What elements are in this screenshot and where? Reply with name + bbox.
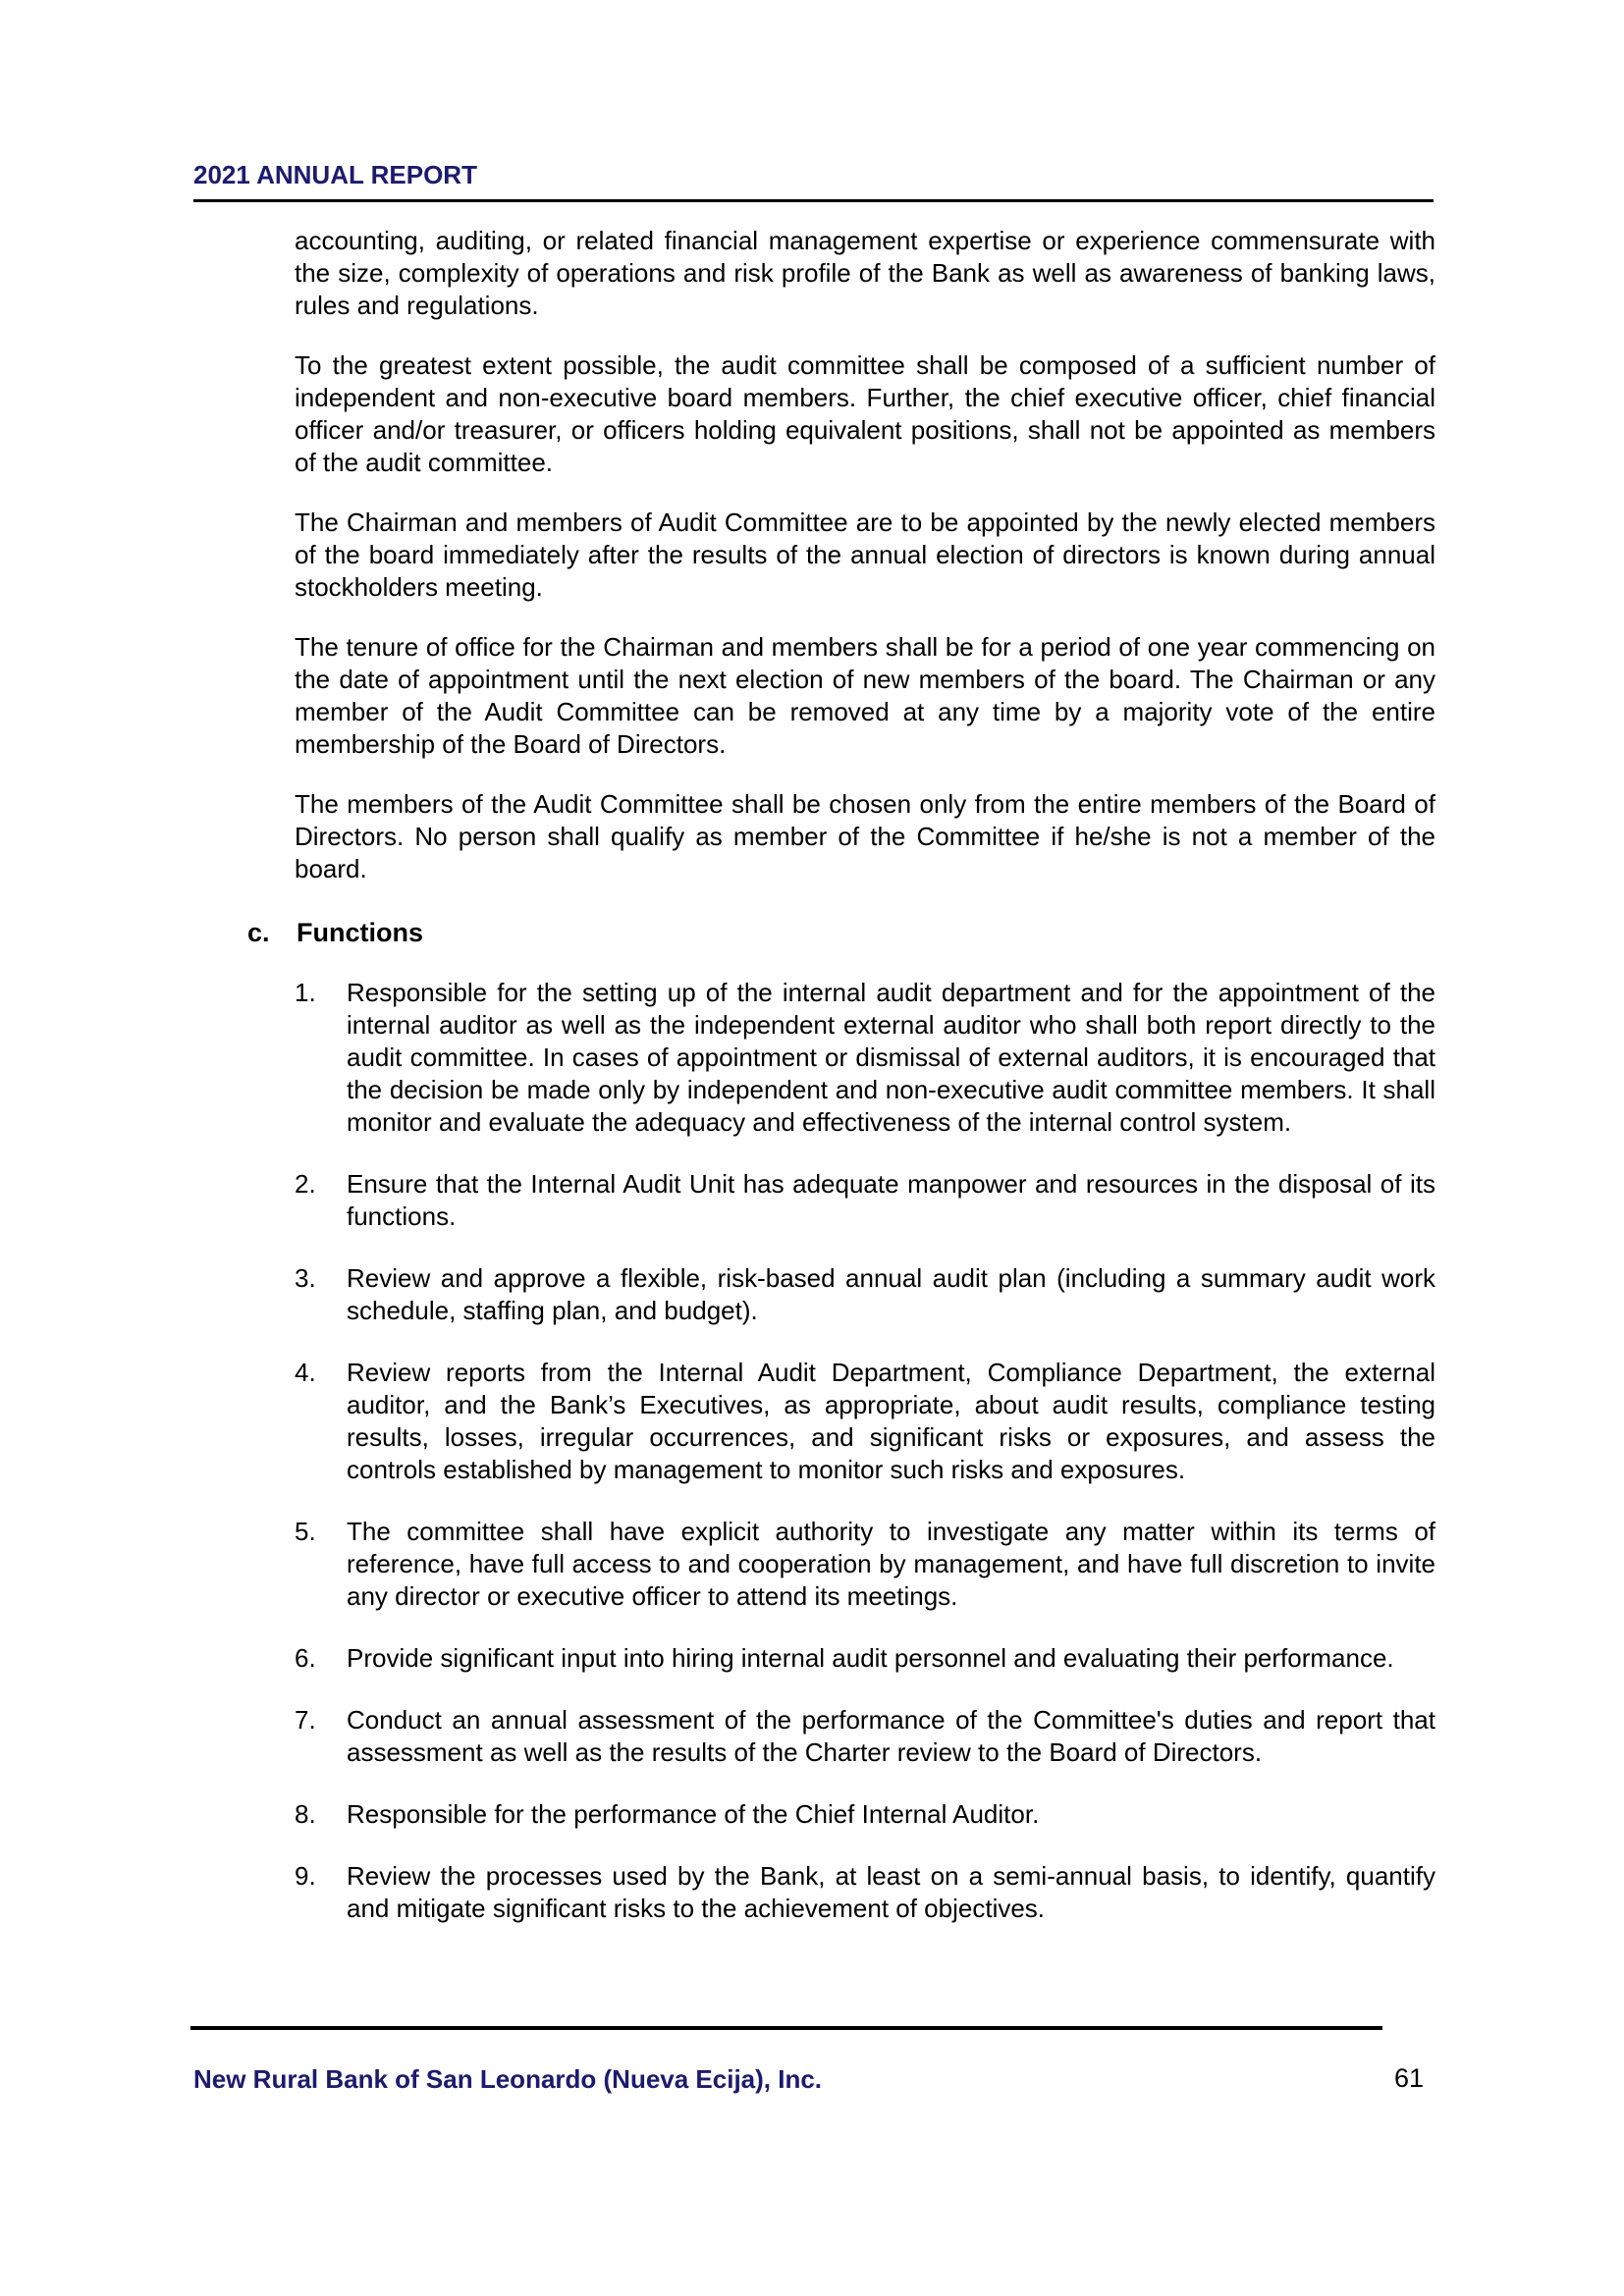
- list-text: Provide significant input into hiring internal audit personnel and evaluating their performance.: [347, 1643, 1394, 1673]
- list-number: 4.: [295, 1358, 316, 1387]
- list-number: 5.: [295, 1517, 316, 1546]
- list-number: 8.: [295, 1799, 316, 1829]
- list-text: Responsible for the setting up of the internal audit department and for the appointment of the internal auditor as well as the independent external auditor who shall both report directly to the audit committee. In cases of appointment or dismissal of external auditors, it is encouraged that the decision be made only by independent and non-executive audit committee members. It shall monitor and evaluate the adequacy and effectiveness of the internal control system.: [347, 978, 1435, 1137]
- list-number: 7.: [295, 1705, 316, 1735]
- footer-bank-name: New Rural Bank of San Leonardo (Nueva Ecija), Inc.: [193, 2064, 823, 2094]
- list-text: The committee shall have explicit authority to investigate any matter within its terms of reference, have full access to and cooperation by management, and have full discretion to invite any director or executive officer to attend its meetings.: [347, 1517, 1435, 1611]
- paragraph-2: To the greatest extent possible, the audit committee shall be composed of a sufficient number of independent and non-executive board members. Further, the chief executive officer, chief financial officer and/or treasurer, or officers holding equivalent positions, shall not be appointed as members of the audit committee.: [295, 350, 1435, 477]
- list-item-2: [295, 1168, 1435, 1233]
- section-heading-functions: [247, 916, 1435, 949]
- list-item-1: [295, 977, 1435, 1139]
- page-title: 2021 ANNUAL REPORT: [193, 160, 477, 189]
- list-item-9: [295, 1860, 1435, 1925]
- list-text: Conduct an annual assessment of the performance of the Committee's duties and report that assessment as well as the results of the Charter review to the Board of Directors.: [347, 1705, 1435, 1767]
- list-item-6: [295, 1642, 1435, 1675]
- paragraph-1: accounting, auditing, or related financial management expertise or experience commensurate with the size, complexity of operations and risk profile of the Bank as well as awareness of banking laws, rules and regulations.: [295, 226, 1435, 320]
- list-text: Responsible for the performance of the Chief Internal Auditor.: [347, 1799, 1040, 1829]
- footer-page-number: 61: [1393, 2063, 1424, 2093]
- paragraph-5: The members of the Audit Committee shall be chosen only from the entire members of the Board of Directors. No person shall qualify as member of the Committee if he/she is not a member of the board.: [295, 789, 1435, 883]
- section-label: c.: [247, 918, 270, 947]
- list-text: Ensure that the Internal Audit Unit has adequate manpower and resources in the disposal of its functions.: [347, 1169, 1435, 1231]
- header-rule: [193, 199, 1434, 202]
- list-text: Review reports from the Internal Audit Department, Compliance Department, the external auditor, and the Bank’s Executives, as appropriate, about audit results, compliance testing results, losses, irregular occurrences, and significant risks or exposures, and assess the controls established by management to monitor such risks and exposures.: [347, 1358, 1435, 1484]
- list-item-8: [295, 1798, 1435, 1831]
- paragraph-4: The tenure of office for the Chairman and members shall be for a period of one year commencing on the date of appointment until the next election of new members of the board. The Chairman or any member of the Audit Committee can be removed at any time by a majority vote of the entire membership of the Board of Directors.: [295, 632, 1435, 759]
- list-item-4: [295, 1357, 1435, 1486]
- list-item-5: [295, 1516, 1435, 1613]
- list-number: 1.: [295, 978, 316, 1007]
- list-item-3: [295, 1262, 1435, 1327]
- list-text: Review and approve a flexible, risk-based annual audit plan (including a summary audit work schedule, staffing plan, and budget).: [347, 1263, 1435, 1325]
- document-body: [0, 225, 1624, 1954]
- footer-rule: [190, 2026, 1382, 2030]
- list-number: 6.: [295, 1643, 316, 1673]
- section-title: Functions: [297, 918, 423, 947]
- list-text: Review the processes used by the Bank, at least on a semi-annual basis, to identify, quantify and mitigate significant risks to the achievement of objectives.: [347, 1861, 1435, 1923]
- list-item-7: [295, 1704, 1435, 1769]
- paragraph-3: The Chairman and members of Audit Committee are to be appointed by the newly elected members of the board immediately after the results of the annual election of directors is known during annual stockholders meeting.: [295, 507, 1435, 602]
- list-number: 2.: [295, 1169, 316, 1199]
- list-number: 9.: [295, 1861, 316, 1891]
- list-number: 3.: [295, 1263, 316, 1293]
